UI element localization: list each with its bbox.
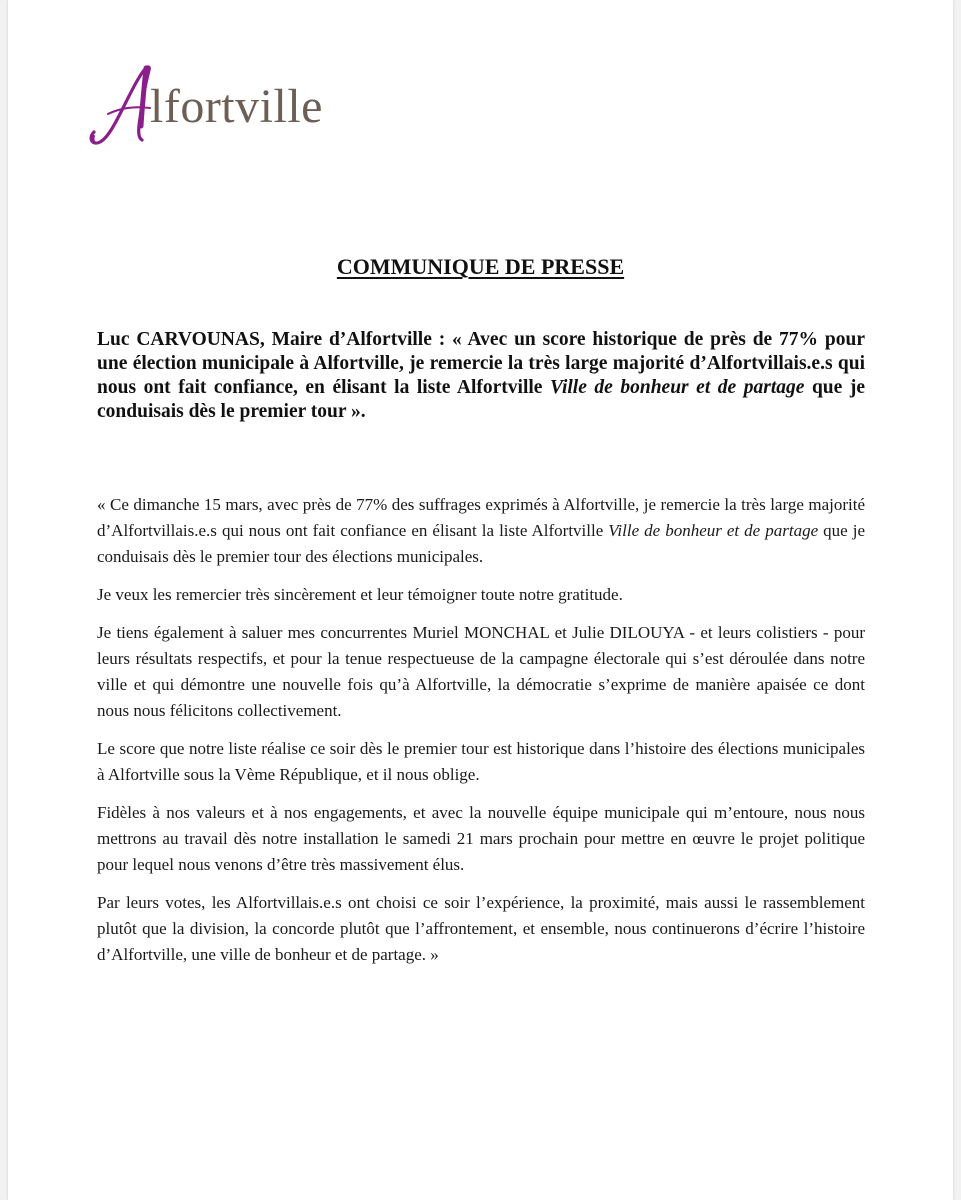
body-text — [97, 492, 865, 980]
paragraph-2: Je veux les remercier très sincèrement et leur témoigner toute notre gratitude. — [97, 585, 623, 604]
lead-text-part2: que je conduisais dès le premier tour ». — [97, 377, 865, 422]
lead-list-name: Ville de bonheur et de partage — [550, 377, 805, 398]
logo-wordmark: lfortville — [150, 80, 323, 133]
alfortville-logo — [86, 58, 356, 154]
paragraph-1-part2: que je conduisais dès le premier tour des élections municipales. — [97, 521, 865, 566]
paragraph-5: Fidèles à nos valeurs et à nos engagements, et avec la nouvelle équipe municipale qui m’entoure, nous nous mettrons au travail dès notre installation le samedi 21 mars prochain pour mettre en œuvre le projet politique pour lequel nous venons d’être très massivement élus. — [97, 803, 865, 874]
page-title-text: COMMUNIQUE DE PRESSE — [336, 254, 625, 279]
page-title — [0, 252, 961, 282]
paragraph-1-list-name: Ville de bonheur et de partage — [608, 521, 819, 540]
paragraph-6: Par leurs votes, les Alfortvillais.e.s ont choisi ce soir l’expérience, la proximité, mais aussi le rassemblement plutôt que la division, la concorde plutôt que l’affrontement, et ensemble, nous continuerons d’écrire l’histoire d’Alfortville, une ville de bonheur et de partage. » — [97, 893, 865, 964]
paragraph-3: Je tiens également à saluer mes concurrentes Muriel MONCHAL et Julie DILOUYA - et leurs colistiers - pour leurs résultats respectifs, et pour la tenue respectueuse de la campagne électorale qui s’est déroulée dans notre ville et qui démontre une nouvelle fois qu’à Alfortville, la démocratie s’exprime de manière apaisée ce dont nous nous félicitons collectivement. — [97, 623, 865, 720]
lead-text-part1: Luc CARVOUNAS, Maire d’Alfortville : « Avec un score historique de près de 77% pour une élection municipale à Alfortville, je remercie la très large majorité d’Alfortvillais.e.s qui nous ont fait confiance, en élisant la liste Alfortville — [97, 329, 865, 398]
paragraph-1 — [97, 492, 865, 570]
paragraph-1-part1: « Ce dimanche 15 mars, avec près de 77% des suffrages exprimés à Alfortville, je remercie la très large majorité d’Alfortvillais.e.s qui nous ont fait confiance en élisant la liste Alfortville — [97, 495, 865, 540]
paragraph-4: Le score que notre liste réalise ce soir dès le premier tour est historique dans l’histoire des élections municipales à Alfortville sous la Vème République, et il nous oblige. — [97, 739, 865, 784]
lead-paragraph — [97, 328, 865, 424]
